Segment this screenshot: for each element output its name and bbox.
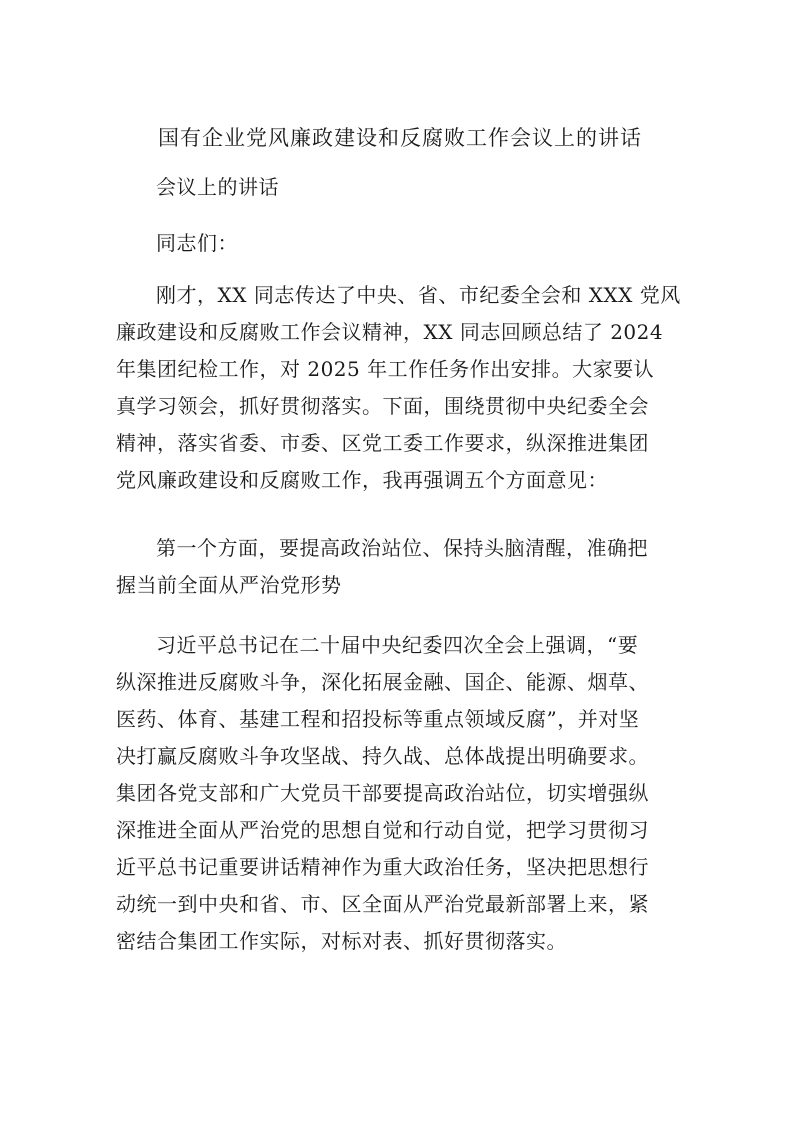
paragraph-1-line-5: 精神，落实省委、市委、区党工委工作要求，纵深推进集团 (116, 431, 649, 455)
paragraph-1-line-2: 廉政建设和反腐败工作会议精神，XX 同志回顾总结了 2024 (116, 320, 664, 344)
document-title: 国有企业党风廉政建设和反腐败工作会议上的讲话 (158, 126, 642, 150)
paragraph-2-line-2: 握当前全面从严治党形势 (116, 573, 342, 597)
paragraph-3-line-6: 深推进全面从严治党的思想自觉和行动自觉，把学习贯彻习 (116, 818, 649, 842)
paragraph-3-line-9: 密结合集团工作实际，对标对表、抓好贯彻落实。 (116, 929, 567, 953)
paragraph-1-line-1: 刚才，XX 同志传达了中央、省、市纪委全会和 XXX 党风 (156, 283, 681, 307)
paragraph-3-line-2: 纵深推进反腐败斗争，深化拓展金融、国企、能源、烟草、 (116, 670, 649, 694)
paragraph-1-line-6: 党风廉政建设和反腐败工作，我再强调五个方面意见： (116, 468, 608, 492)
paragraph-3-line-7: 近平总书记重要讲话精神作为重大政治任务，坚决把思想行 (116, 855, 649, 879)
salutation: 同志们： (156, 231, 238, 255)
subtitle: 会议上的讲话 (156, 175, 279, 199)
paragraph-3-line-1: 习近平总书记在二十届中央纪委四次全会上强调，“要 (156, 633, 639, 657)
paragraph-3-line-3: 医药、体育、基建工程和招投标等重点领域反腐”，并对坚 (116, 707, 640, 731)
paragraph-3-line-4: 决打赢反腐败斗争攻坚战、持久战、总体战提出明确要求。 (116, 744, 649, 768)
paragraph-1-line-3: 年集团纪检工作，对 2025 年工作任务作出安排。大家要认 (116, 357, 655, 381)
paragraph-3-line-8: 动统一到中央和省、市、区全面从严治党最新部署上来，紧 (116, 892, 649, 916)
paragraph-1-line-4: 真学习领会，抓好贯彻落实。下面，围绕贯彻中央纪委全会 (116, 394, 649, 418)
paragraph-2-line-1: 第一个方面，要提高政治站位、保持头脑清醒，准确把 (156, 536, 648, 560)
paragraph-3-line-5: 集团各党支部和广大党员干部要提高政治站位，切实增强纵 (116, 781, 649, 805)
